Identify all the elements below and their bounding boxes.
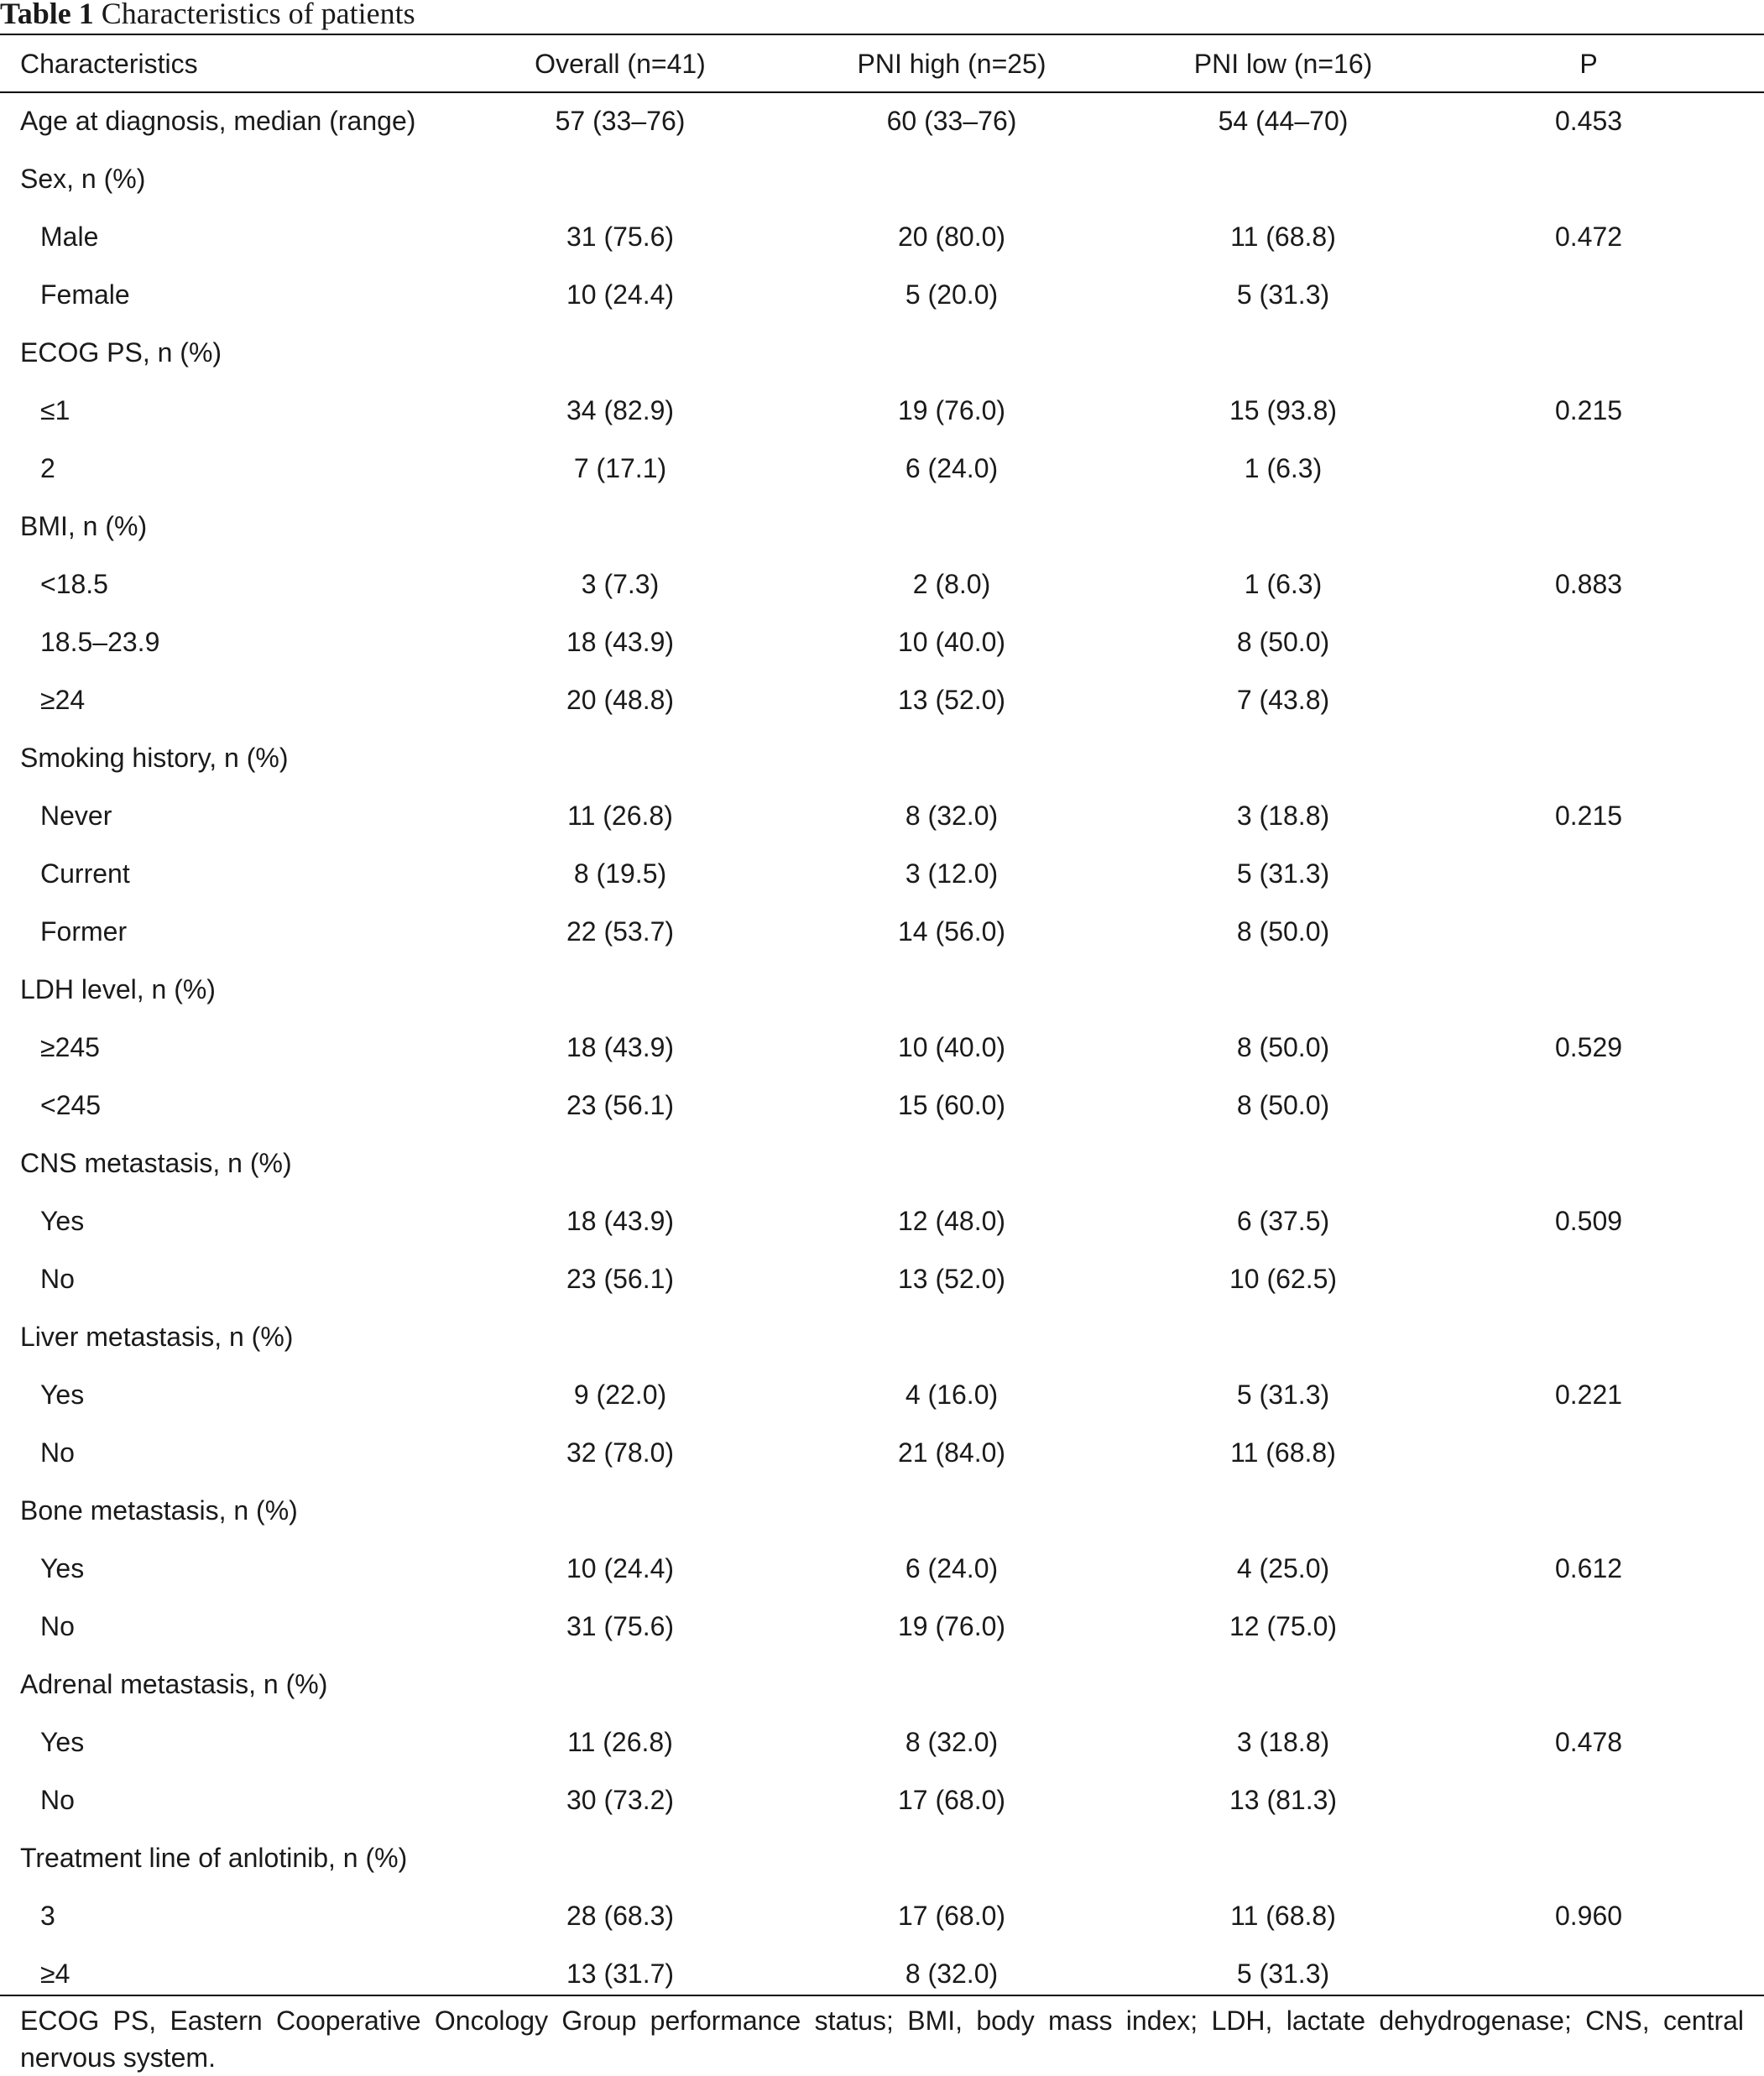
cell-pni-low: 3 (18.8) [1236,801,1330,831]
cell-pni-low: 5 (31.3) [1236,1380,1330,1410]
table-row [0,208,1764,266]
cell-characteristic: 3 [40,1901,55,1931]
cell-characteristic: ECOG PS, n (%) [20,337,222,368]
cell-p-value [1413,845,1764,903]
cell-pni-low: 54 (44–70) [1218,106,1349,136]
table-row [0,382,1764,440]
cell-characteristic: ≥4 [40,1959,70,1989]
cell-pni-high: 8 (32.0) [905,1727,999,1757]
cell-characteristic: ≥245 [40,1032,100,1062]
cell-p-value [1413,1134,1764,1192]
table-row [0,1077,1764,1134]
cell-pni-low: 8 (50.0) [1236,627,1330,657]
cell-overall [490,498,750,556]
cell-characteristic: No [40,1264,75,1294]
cell-pni-low [1153,498,1413,556]
cell-pni-high [750,150,1153,208]
table-row [0,1366,1764,1424]
cell-overall: 10 (24.4) [566,279,675,310]
table-label: Table 1 [0,0,94,30]
cell-pni-low: 7 (43.8) [1236,685,1330,715]
cell-overall: 11 (26.8) [567,1727,673,1757]
cell-pni-low: 1 (6.3) [1244,453,1323,483]
cell-pni-high: 12 (48.0) [897,1206,1006,1236]
table-row [0,1945,1764,2003]
cell-pni-low: 8 (50.0) [1236,916,1330,947]
cell-pni-high: 4 (16.0) [905,1380,999,1410]
cell-overall: 34 (82.9) [566,395,675,425]
cell-characteristic: ≥24 [40,685,86,715]
cell-p-value [1413,1250,1764,1308]
cell-pni-high: 6 (24.0) [905,453,999,483]
cell-pni-high: 19 (76.0) [897,1611,1006,1641]
cell-p-value [1413,1482,1764,1540]
cell-pni-high: 3 (12.0) [905,858,999,889]
cell-p-value [1413,1656,1764,1713]
cell-p-value [1413,903,1764,961]
cell-overall: 13 (31.7) [566,1959,675,1989]
cell-pni-high: 17 (68.0) [897,1785,1006,1815]
cell-overall: 18 (43.9) [566,1206,675,1236]
cell-pni-high: 10 (40.0) [897,627,1006,657]
table-group-row [0,961,1764,1019]
table-group-row [0,150,1764,208]
cell-pni-low: 11 (68.8) [1230,1437,1336,1468]
characteristics-table [0,35,1764,2003]
cell-overall: 31 (75.6) [566,222,675,252]
cell-overall: 22 (53.7) [566,916,675,947]
table-row [0,1713,1764,1771]
cell-pni-high [750,729,1153,787]
cell-characteristic: Former [40,916,128,947]
table-caption [0,0,415,32]
cell-pni-low: 8 (50.0) [1236,1090,1330,1120]
table-row [0,787,1764,845]
cell-pni-low [1153,1134,1413,1192]
cell-overall: 28 (68.3) [566,1901,675,1931]
cell-pni-low [1153,150,1413,208]
cell-characteristic: Current [40,858,130,889]
cell-p-value: 0.612 [1554,1553,1623,1583]
cell-overall [490,729,750,787]
cell-overall: 9 (22.0) [573,1380,667,1410]
table-title: Characteristics of patients [101,0,415,30]
cell-p-value: 0.883 [1554,569,1623,599]
cell-characteristic: <245 [40,1090,102,1120]
cell-characteristic: Treatment line of anlotinib, n (%) [20,1843,408,1873]
cell-overall [490,1134,750,1192]
cell-pni-low [1153,1308,1413,1366]
table-row [0,1424,1764,1482]
cell-overall: 31 (75.6) [566,1611,675,1641]
cell-characteristic: No [40,1611,75,1641]
header-pni-low: PNI low (n=16) [1193,48,1373,79]
cell-characteristic: Yes [40,1727,85,1757]
cell-characteristic: BMI, n (%) [20,511,148,541]
cell-overall [490,150,750,208]
cell-overall: 23 (56.1) [566,1264,675,1294]
cell-p-value [1413,729,1764,787]
cell-pni-high: 13 (52.0) [897,1264,1006,1294]
table-row [0,1540,1764,1598]
table-group-row [0,324,1764,382]
table-footnote: ECOG PS, Eastern Cooperative Oncology Group performance status; BMI, body mass index; LDH, lactate dehydrogenase; CNS, central nervous system. [20,2006,1744,2073]
cell-p-value [1413,1945,1764,2003]
cell-pni-high: 8 (32.0) [905,1959,999,1989]
table-group-row [0,729,1764,787]
cell-pni-low [1153,1656,1413,1713]
cell-pni-low: 5 (31.3) [1236,858,1330,889]
cell-overall: 3 (7.3) [581,569,660,599]
cell-pni-low: 11 (68.8) [1230,1901,1336,1931]
cell-pni-high [750,1482,1153,1540]
cell-pni-low: 1 (6.3) [1244,569,1323,599]
cell-overall: 20 (48.8) [566,685,675,715]
cell-overall: 10 (24.4) [566,1553,675,1583]
cell-p-value: 0.478 [1554,1727,1623,1757]
cell-p-value [1413,961,1764,1019]
cell-overall: 57 (33–76) [555,106,686,136]
cell-pni-low: 5 (31.3) [1236,1959,1330,1989]
table-group-row [0,1656,1764,1713]
cell-characteristic: 2 [40,453,55,483]
cell-overall: 18 (43.9) [566,1032,675,1062]
cell-p-value [1413,150,1764,208]
cell-p-value [1413,324,1764,382]
cell-p-value: 0.215 [1554,395,1623,425]
cell-p-value [1413,1771,1764,1829]
cell-characteristic: ≤1 [40,395,70,425]
cell-overall: 11 (26.8) [567,801,673,831]
cell-pni-high: 15 (60.0) [897,1090,1006,1120]
cell-pni-low: 15 (93.8) [1229,395,1338,425]
cell-pni-high [750,324,1153,382]
cell-characteristic: Yes [40,1380,85,1410]
cell-pni-low [1153,324,1413,382]
cell-overall [490,324,750,382]
table-group-row [0,1482,1764,1540]
cell-pni-high: 60 (33–76) [886,106,1017,136]
cell-overall [490,1482,750,1540]
cell-p-value: 0.221 [1554,1380,1623,1410]
cell-pni-low: 6 (37.5) [1236,1206,1330,1236]
cell-p-value: 0.472 [1554,222,1623,252]
cell-pni-low: 3 (18.8) [1236,1727,1330,1757]
table-row [0,556,1764,613]
cell-pni-low: 13 (81.3) [1229,1785,1338,1815]
cell-p-value: 0.529 [1554,1032,1623,1062]
table-row [0,671,1764,729]
cell-p-value: 0.453 [1554,106,1623,136]
cell-characteristic: 18.5–23.9 [40,627,160,657]
table-row [0,845,1764,903]
cell-p-value: 0.215 [1554,801,1623,831]
table-group-row [0,498,1764,556]
cell-overall [490,961,750,1019]
cell-pni-high [750,961,1153,1019]
cell-pni-high: 14 (56.0) [897,916,1006,947]
table-row [0,613,1764,671]
cell-pni-high: 2 (8.0) [912,569,991,599]
cell-characteristic: LDH level, n (%) [20,974,216,1004]
cell-pni-low: 4 (25.0) [1236,1553,1330,1583]
cell-overall: 30 (73.2) [566,1785,675,1815]
cell-characteristic: Yes [40,1553,85,1583]
cell-characteristic: Bone metastasis, n (%) [20,1495,298,1526]
cell-overall [490,1656,750,1713]
cell-characteristic: Liver metastasis, n (%) [20,1322,294,1352]
cell-characteristic: Female [40,279,130,310]
cell-characteristic: Smoking history, n (%) [20,743,289,773]
table-group-row [0,1308,1764,1366]
cell-overall: 23 (56.1) [566,1090,675,1120]
header-p-value: P [1579,48,1598,79]
cell-pni-high: 8 (32.0) [905,801,999,831]
cell-pni-high [750,1656,1153,1713]
cell-p-value [1413,498,1764,556]
cell-characteristic: No [40,1437,75,1468]
header-characteristics: Characteristics [20,48,198,79]
table-row [0,92,1764,150]
cell-pni-low: 8 (50.0) [1236,1032,1330,1062]
cell-p-value [1413,1424,1764,1482]
cell-characteristic: Yes [40,1206,85,1236]
cell-characteristic: Never [40,801,112,831]
table-row [0,266,1764,324]
cell-pni-low [1153,729,1413,787]
cell-pni-high [750,1134,1153,1192]
table-row [0,440,1764,498]
cell-p-value [1413,1077,1764,1134]
cell-p-value: 0.960 [1554,1901,1623,1931]
table-row [0,903,1764,961]
cell-overall [490,1308,750,1366]
cell-p-value [1413,440,1764,498]
cell-characteristic: No [40,1785,75,1815]
cell-pni-low [1153,961,1413,1019]
cell-pni-high: 13 (52.0) [897,685,1006,715]
cell-characteristic: Age at diagnosis, median (range) [20,106,416,136]
cell-characteristic: <18.5 [40,569,108,599]
table-row [0,1771,1764,1829]
table-row [0,1250,1764,1308]
cell-pni-low [1153,1829,1413,1887]
cell-pni-low: 5 (31.3) [1236,279,1330,310]
table-group-row [0,1829,1764,1887]
cell-p-value [1413,1829,1764,1887]
cell-characteristic: Sex, n (%) [20,164,146,194]
cell-pni-low: 11 (68.8) [1230,222,1336,252]
cell-pni-high: 21 (84.0) [897,1437,1006,1468]
cell-p-value [1413,266,1764,324]
cell-characteristic: Adrenal metastasis, n (%) [20,1669,328,1699]
table-row [0,1887,1764,1945]
header-overall: Overall (n=41) [535,48,706,79]
cell-p-value [1413,1308,1764,1366]
cell-pni-high [750,1308,1153,1366]
cell-pni-high: 17 (68.0) [897,1901,1006,1931]
cell-pni-high: 10 (40.0) [897,1032,1006,1062]
cell-pni-low: 12 (75.0) [1229,1611,1338,1641]
table-group-row [0,1134,1764,1192]
cell-overall: 8 (19.5) [573,858,667,889]
cell-pni-high [750,1829,1153,1887]
table-row [0,1598,1764,1656]
cell-overall: 32 (78.0) [566,1437,675,1468]
cell-p-value [1413,1598,1764,1656]
cell-pni-high [750,498,1153,556]
cell-p-value [1413,671,1764,729]
cell-overall: 7 (17.1) [573,453,667,483]
cell-overall: 18 (43.9) [566,627,675,657]
table-row [0,1192,1764,1250]
header-pni-high: PNI high (n=25) [857,48,1046,79]
table-row [0,1019,1764,1077]
cell-pni-low: 10 (62.5) [1229,1264,1338,1294]
cell-p-value: 0.509 [1554,1206,1623,1236]
cell-characteristic: Male [40,222,99,252]
cell-pni-high: 19 (76.0) [897,395,1006,425]
cell-pni-low [1153,1482,1413,1540]
cell-pni-high: 6 (24.0) [905,1553,999,1583]
header-row [0,35,1764,92]
cell-pni-high: 20 (80.0) [897,222,1006,252]
table-body [0,92,1764,2003]
cell-p-value [1413,613,1764,671]
cell-pni-high: 5 (20.0) [905,279,999,310]
cell-characteristic: CNS metastasis, n (%) [20,1148,292,1178]
cell-overall [490,1829,750,1887]
